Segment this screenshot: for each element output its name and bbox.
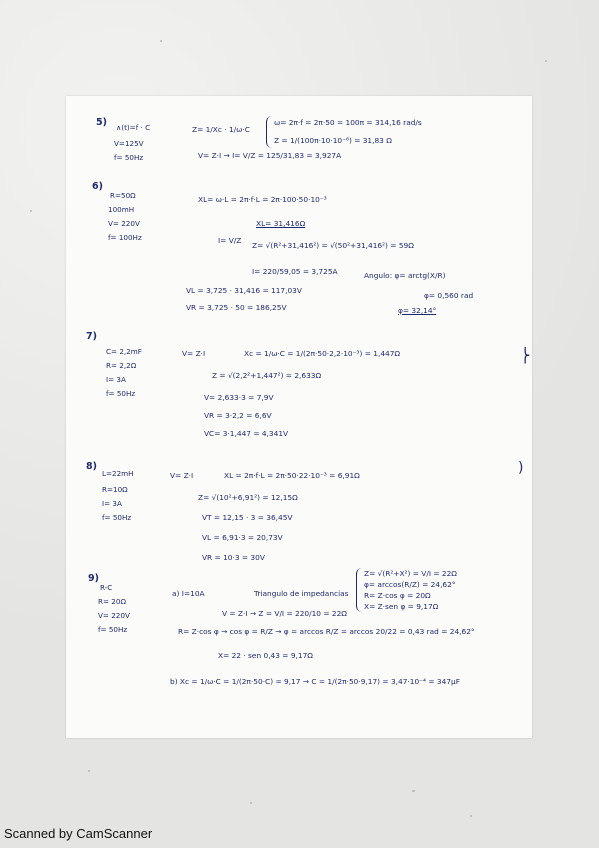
given-value: R=10Ω bbox=[102, 485, 128, 494]
equation-line: X= Z·sen φ = 9,17Ω bbox=[364, 602, 439, 611]
problem-number: 7) bbox=[86, 331, 97, 342]
equation-line: Z = 1/(100π·10·10⁻⁶) = 31,83 Ω bbox=[274, 136, 392, 145]
scan-speck bbox=[412, 790, 415, 792]
scan-speck bbox=[250, 802, 252, 804]
equation-line: XL = 2π·f·L = 2π·50·22·10⁻³ = 6,91Ω bbox=[224, 471, 360, 480]
margin-mark: ⎬ bbox=[520, 348, 531, 364]
given-value: R=50Ω bbox=[110, 191, 136, 200]
problem-number: 5) bbox=[96, 117, 107, 128]
given-value: 100mH bbox=[108, 205, 135, 214]
margin-mark: ) bbox=[518, 460, 524, 476]
equation-line: VL = 3,725 · 31,416 = 117,03V bbox=[186, 286, 302, 295]
equation-line: VC= 3·1,447 = 4,341V bbox=[204, 429, 289, 438]
equation-line: X= 22 · sen 0,43 = 9,17Ω bbox=[218, 651, 313, 660]
brace bbox=[266, 116, 273, 148]
equation-line: Z = √(2,2²+1,447²) = 2,633Ω bbox=[212, 371, 322, 380]
equation-line: Triangulo de impedancias bbox=[254, 589, 349, 598]
equation-line: I= 220/59,05 = 3,725A bbox=[252, 267, 338, 276]
given-value: I= 3A bbox=[106, 375, 126, 384]
problem-number: 6) bbox=[92, 181, 103, 192]
given-value: R-C bbox=[100, 583, 113, 592]
scan-speck bbox=[160, 40, 162, 42]
given-value: f= 50Hz bbox=[98, 625, 128, 634]
equation-line: XL= 31,416Ω bbox=[256, 219, 306, 228]
equation-line: V= Z·I → I= V/Z = 125/31,83 = 3,927A bbox=[198, 151, 342, 160]
equation-line: Angulo: φ= arctg(X/R) bbox=[364, 271, 446, 280]
equation-line: R= Z·cos φ = 20Ω bbox=[364, 591, 431, 600]
equation-line: XL= ω·L = 2π·f·L = 2π·100·50·10⁻³ bbox=[198, 195, 327, 204]
equation-line: V = Z·I → Z = V/I = 220/10 = 22Ω bbox=[222, 609, 347, 618]
equation-line: VT = 12,15 · 3 = 36,45V bbox=[202, 513, 293, 522]
equation-line: V= Z·I bbox=[170, 471, 194, 480]
equation-line: V= Z·I bbox=[182, 349, 206, 358]
given-value: C= 2,2mF bbox=[106, 347, 142, 356]
equation-line: φ= arccos(R/Z) = 24,62° bbox=[364, 580, 456, 589]
equation-line: Z= 1/Xc · 1/ω·C bbox=[192, 125, 250, 134]
given-value: R= 2,2Ω bbox=[106, 361, 137, 370]
equation-line: V= 2,633·3 = 7,9V bbox=[204, 393, 274, 402]
given-value: f= 50Hz bbox=[106, 389, 136, 398]
given-value: V=125V bbox=[114, 139, 144, 148]
equation-line: I= V/Z bbox=[218, 236, 242, 245]
scan-speck bbox=[88, 770, 90, 772]
given-value: f= 100Hz bbox=[108, 233, 142, 242]
given-value: ∧(t)=f · C bbox=[116, 123, 151, 132]
scan-speck bbox=[545, 60, 547, 62]
problem-number: 9) bbox=[88, 573, 99, 584]
given-value: V= 220V bbox=[108, 219, 140, 228]
scanner-watermark: Scanned by CamScanner bbox=[4, 826, 153, 841]
equation-line: a) I=10A bbox=[172, 589, 205, 598]
equation-line: ω= 2π·f = 2π·50 = 100π = 314,16 rad/s bbox=[274, 118, 422, 127]
equation-line: φ= 32,14° bbox=[398, 306, 437, 315]
equation-line: R= Z·cos φ → cos φ = R/Z → φ = arccos R/Z = arccos 20/22 = 0,43 rad = 24,62° bbox=[178, 627, 475, 636]
scan-speck bbox=[470, 815, 472, 817]
given-value: V= 220V bbox=[98, 611, 130, 620]
given-value: R= 20Ω bbox=[98, 597, 126, 606]
brace bbox=[356, 568, 363, 612]
problem-number: 8) bbox=[86, 461, 97, 472]
equation-line: Z= √(R²+31,416²) = √(50²+31,416²) = 59Ω bbox=[252, 241, 414, 250]
equation-line: Z= √(R²+X²) = V/I = 22Ω bbox=[364, 569, 457, 578]
given-value: L=22mH bbox=[102, 469, 134, 478]
equation-line: VL = 6,91·3 = 20,73V bbox=[202, 533, 283, 542]
equation-line: Xc = 1/ω·C = 1/(2π·50·2,2·10⁻³) = 1,447Ω bbox=[244, 349, 401, 358]
given-value: f= 50Hz bbox=[102, 513, 132, 522]
equation-line: VR = 3·2,2 = 6,6V bbox=[204, 411, 272, 420]
given-value: f= 50Hz bbox=[114, 153, 144, 162]
equation-line: φ= 0,560 rad bbox=[424, 291, 474, 300]
equation-line: VR = 3,725 · 50 = 186,25V bbox=[186, 303, 287, 312]
paper-sheet bbox=[66, 96, 532, 738]
equation-line: Z= √(10²+6,91²) = 12,15Ω bbox=[198, 493, 298, 502]
equation-line: b) Xc = 1/ω·C = 1/(2π·50·C) = 9,17 → C = 1/(2π·50·9,17) = 3,47·10⁻⁴ = 347μF bbox=[170, 677, 460, 686]
equation-line: VR = 10·3 = 30V bbox=[202, 553, 265, 562]
scan-speck bbox=[30, 210, 32, 212]
given-value: I= 3A bbox=[102, 499, 122, 508]
